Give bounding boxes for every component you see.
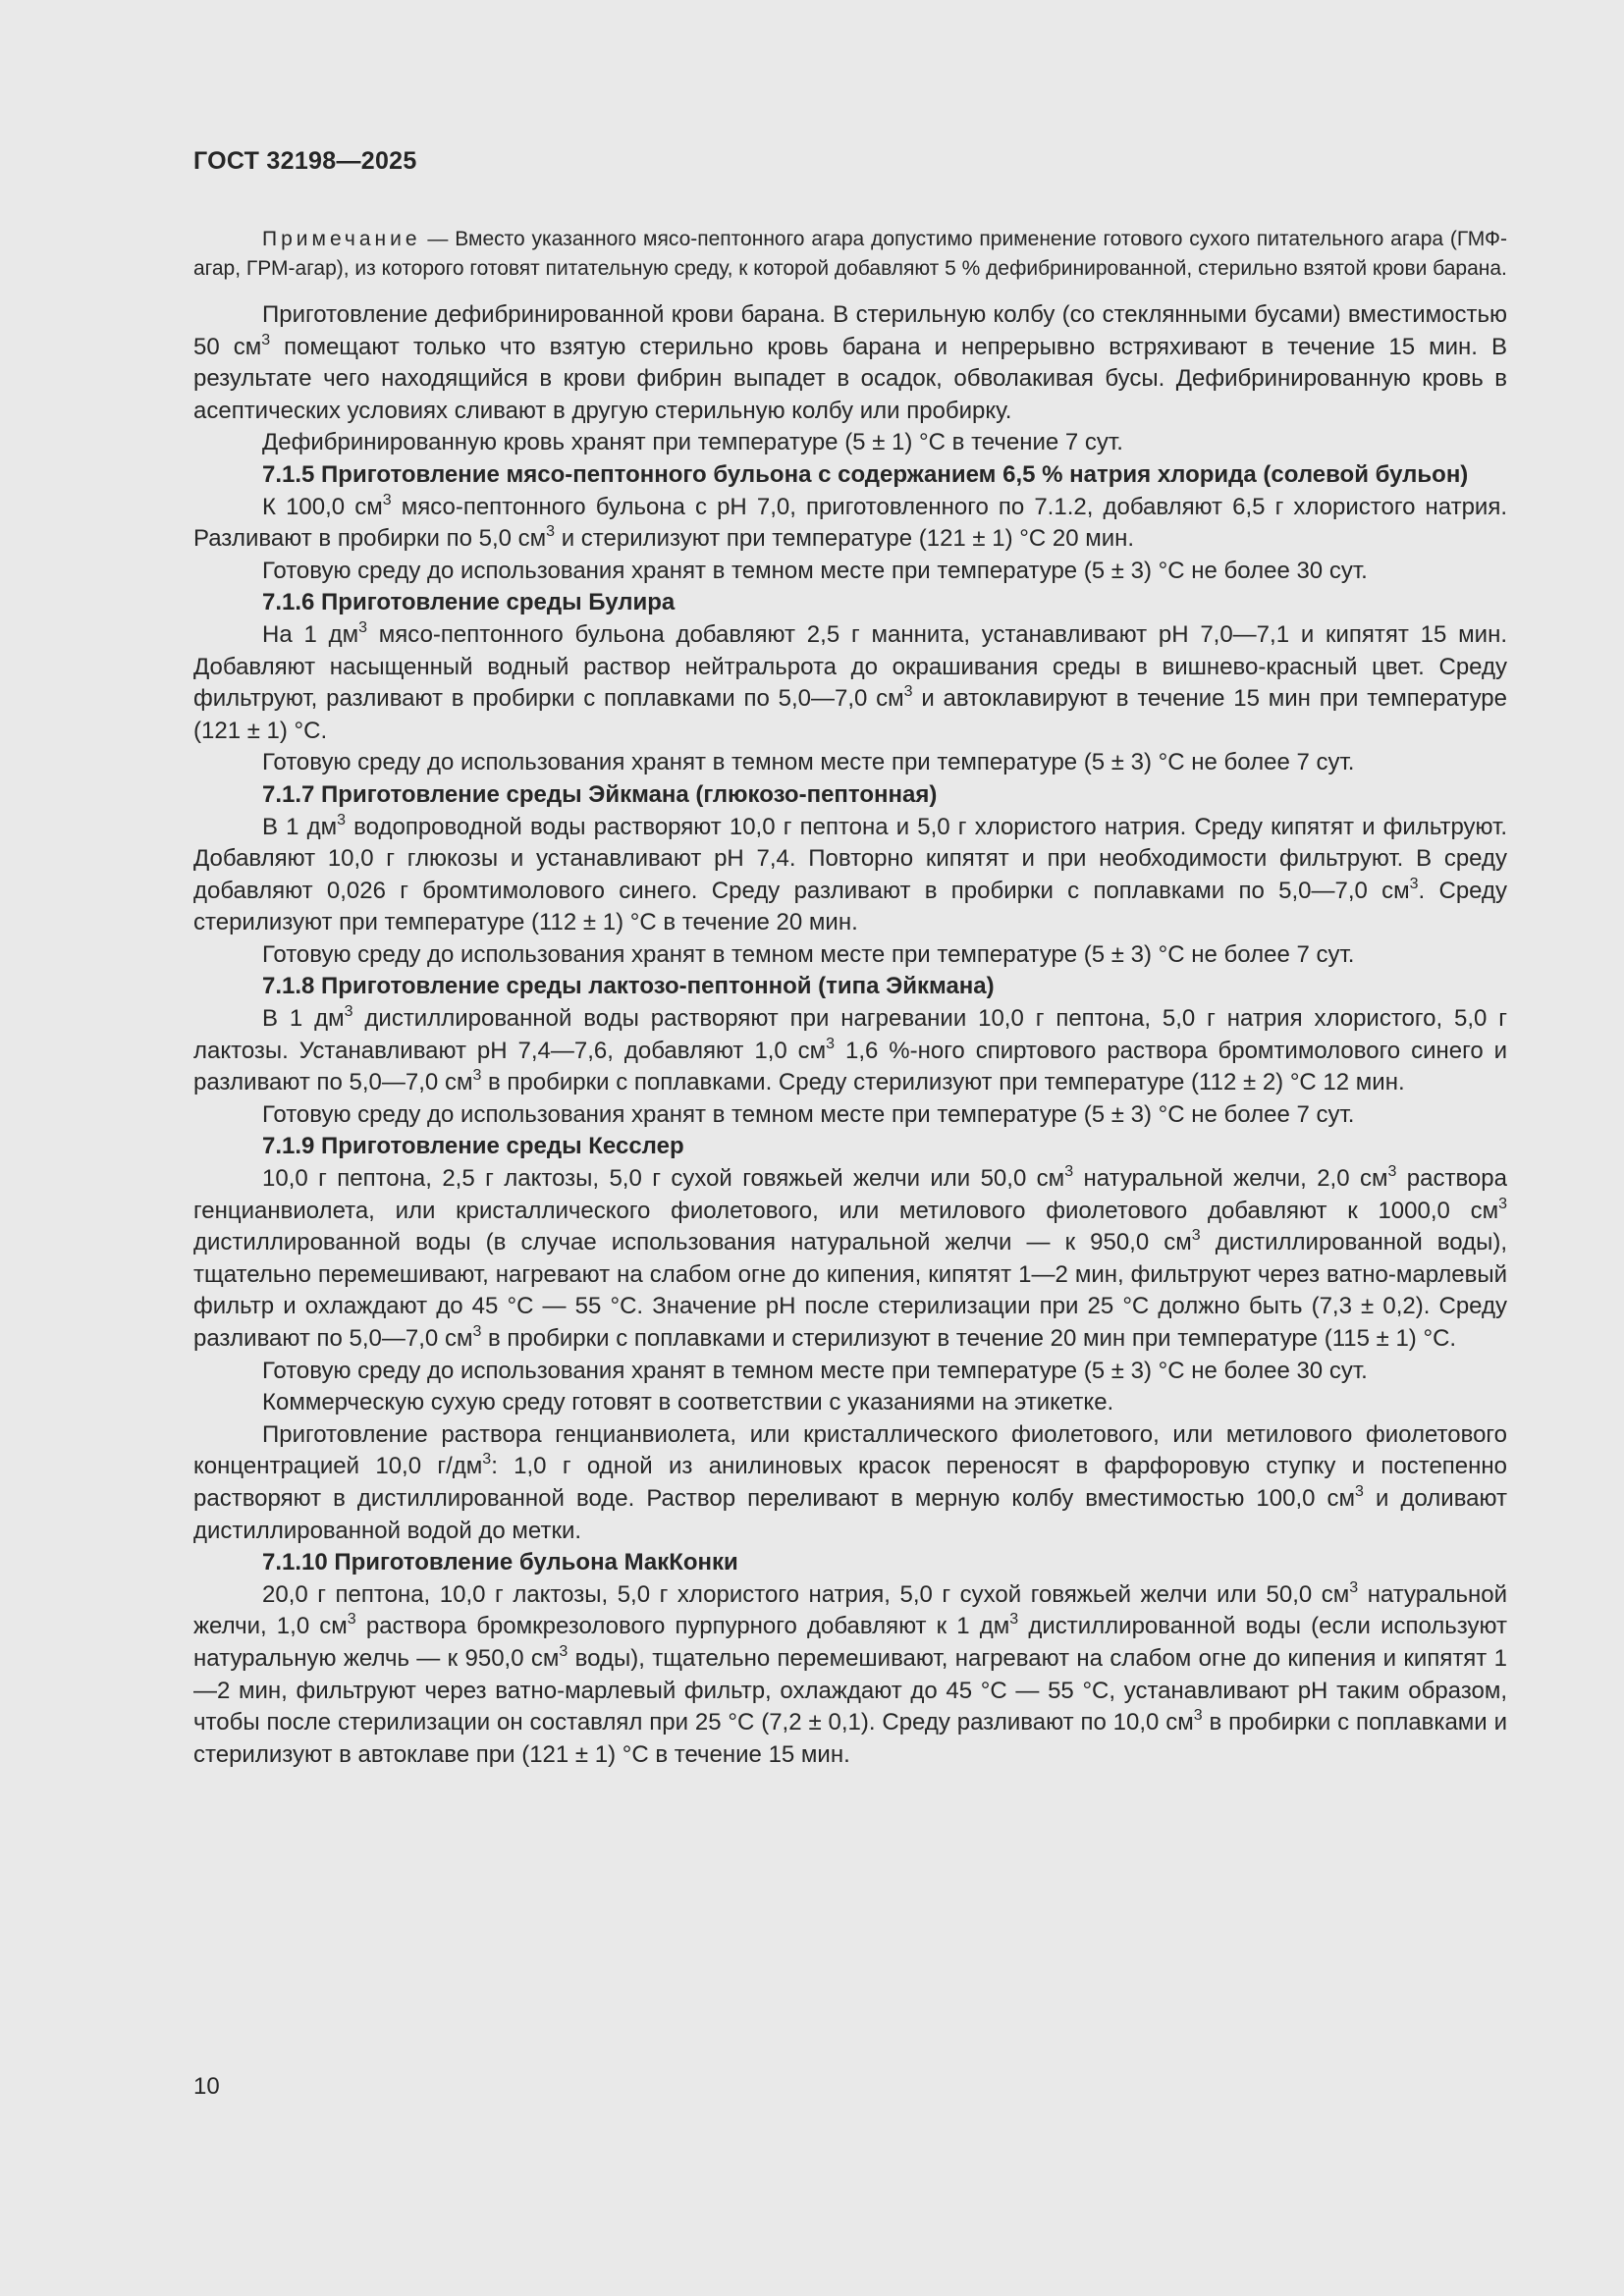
text-run: в пробирки с поплавками и стерилизуют в течение 20 мин при температуре (115 ± 1) °С. [481, 1325, 1457, 1352]
text-run: В 1 дм [262, 1005, 345, 1033]
superscript: 3 [1064, 1163, 1074, 1181]
text-run: 7.1.10 Приготовление бульона МакКонки [262, 1549, 738, 1576]
section-heading [193, 1547, 1507, 1579]
paragraph-list [193, 299, 1507, 1771]
body-paragraph [193, 1579, 1507, 1772]
document-body [193, 225, 1507, 1771]
text-run: 7.1.5 Приготовление мясо-пептонного бульона с содержанием 6,5 % натрия хлорида (солевой бульон) [262, 460, 1469, 488]
note-paragraph [193, 225, 1507, 284]
section-heading [193, 779, 1507, 812]
text-run: 20,0 г пептона, 10,0 г лактозы, 5,0 г хлористого натрия, 5,0 г сухой говяжьей желчи или 50,0 см [262, 1580, 1350, 1608]
superscript: 3 [1387, 1163, 1397, 1181]
superscript: 3 [1009, 1611, 1019, 1629]
text-run: Приготовление дефибринированной крови барана. В стерильную колбу (со стеклянными бусами) вместимостью 50 см [193, 301, 1507, 360]
superscript: 3 [1349, 1578, 1359, 1596]
body-paragraph [193, 299, 1507, 427]
superscript: 3 [1193, 1707, 1203, 1725]
text-run: Коммерческую сухую среду готовят в соответствии с указаниями на этикетке. [262, 1389, 1114, 1416]
text-run: и доливают дистиллированной водой до метки. [193, 1484, 1507, 1544]
text-run: 7.1.7 Приготовление среды Эйкмана (глюкозо-пептонная) [262, 780, 938, 808]
superscript: 3 [472, 1067, 482, 1085]
body-paragraph [193, 1419, 1507, 1547]
text-run: Готовую среду до использования хранят в темном месте при температуре (5 ± 3) °С не более 7 сут. [262, 940, 1355, 968]
body-paragraph [193, 619, 1507, 747]
text-run: дистиллированной воды (если используют натуральную желчь — к 950,0 см [193, 1613, 1507, 1672]
text-run: Дефибринированную кровь хранят при температуре (5 ± 1) °С в течение 7 сут. [262, 429, 1123, 456]
section-heading [193, 587, 1507, 619]
text-run: Приготовление раствора генцианвиолета, или кристаллического фиолетового, или метилового фиолетового концентрацией 10,0 г/дм [193, 1420, 1507, 1480]
text-run: На 1 дм [262, 620, 359, 648]
text-run: Готовую среду до использования хранят в темном месте при температуре (5 ± 3) °С не более 7 сут. [262, 1100, 1355, 1128]
body-paragraph [193, 1099, 1507, 1132]
superscript: 3 [826, 1035, 836, 1052]
body-paragraph [193, 1387, 1507, 1419]
text-run: дистиллированной воды), тщательно перемешивают, нагревают на слабом огне до кипения, кипятят 1—2 мин, фильтруют через ватно-марлевый фильтр и охлаждают до 45 °С — 55 °С. Значение pH после стерилизации при 25 °С должно быть (7,3 ± 0,2). Среду разливают по 5,0—7,0 см [193, 1229, 1508, 1352]
superscript: 3 [472, 1323, 482, 1340]
superscript: 3 [347, 1611, 356, 1629]
text-run: 1,6 %-ного спиртового раствора бромтимолового синего и разливают по 5,0—7,0 см [193, 1037, 1508, 1096]
section-heading [193, 459, 1507, 492]
text-run: раствора генцианвиолета, или кристаллического фиолетового, или метилового фиолетового добавляют к 1000,0 см [193, 1165, 1507, 1224]
text-run: : 1,0 г одной из анилиновых красок переносят в фарфоровую ступку и постепенно растворяют в дистиллированной воде. Раствор переливают в мерную колбу вместимостью 100,0 см [193, 1453, 1507, 1512]
body-paragraph [193, 1163, 1507, 1356]
text-run: 7.1.6 Приготовление среды Булира [262, 589, 676, 616]
text-run: Готовую среду до использования хранят в темном месте при температуре (5 ± 3) °С не более 30 сут. [262, 557, 1368, 584]
superscript: 3 [1355, 1482, 1364, 1500]
note-dash: — [420, 228, 456, 250]
text-run: В 1 дм [262, 813, 338, 840]
superscript: 3 [337, 811, 347, 828]
text-run: . Среду стерилизуют при температуре (112 ± 1) °С в течение 20 мин. [193, 877, 1507, 936]
text-run: дистиллированной воды растворяют при нагревании 10,0 г пептона, 5,0 г натрия хлористого, 5,0 г лактозы. Устанавливают pH 7,4—7,6, добавляют 1,0 см [193, 1005, 1508, 1064]
body-paragraph [193, 939, 1507, 972]
body-paragraph [193, 1003, 1507, 1099]
text-run: и автоклавируют в течение 15 мин при температуре (121 ± 1) °С. [193, 685, 1507, 744]
superscript: 3 [546, 523, 556, 541]
note-text: Вместо указанного мясо-пептонного агара допустимо применение готового сухого питательного агара (ГМФ-агар, ГРМ-агар), из которого готовят питательную среду, к которой добавляют 5 % дефибринированной, стерильно взятой крови барана. [193, 228, 1508, 280]
text-run: мясо-пептонного бульона с pH 7,0, приготовленного по 7.1.2, добавляют 6,5 г хлористого натрия. Разливают в пробирки по 5,0 см [193, 493, 1508, 553]
text-run: 7.1.9 Приготовление среды Кесслер [262, 1133, 684, 1160]
body-paragraph [193, 556, 1507, 588]
superscript: 3 [344, 1003, 353, 1021]
body-paragraph [193, 1356, 1507, 1388]
superscript: 3 [1498, 1195, 1507, 1212]
body-paragraph [193, 747, 1507, 779]
superscript: 3 [261, 331, 271, 348]
superscript: 3 [1409, 875, 1419, 892]
superscript: 3 [358, 618, 368, 636]
text-run: и стерилизуют при температуре (121 ± 1) °С 20 мин. [555, 525, 1135, 553]
text-run: дистиллированной воды (в случае использования натуральной желчи — к 950,0 см [193, 1229, 1192, 1256]
body-paragraph [193, 427, 1507, 459]
text-run: в пробирки с поплавками и стерилизуют в автоклаве при (121 ± 1) °С в течение 15 мин. [193, 1709, 1507, 1768]
body-paragraph [193, 492, 1507, 556]
section-heading [193, 1131, 1507, 1163]
superscript: 3 [903, 683, 913, 701]
page-number: 10 [193, 2073, 220, 2100]
text-run: воды), тщательно перемешивают, нагревают на слабом огне до кипения и кипятят 1—2 мин, фильтруют через ватно-марлевый фильтр, охлаждают до 45 °С — 55 °С, устанавливают pH таким образом, чтобы после стерилизации он составлял при 25 °С (7,2 ± 0,1). Среду разливают по 10,0 см [193, 1644, 1507, 1736]
superscript: 3 [482, 1451, 492, 1468]
text-run: натуральной желчи, 2,0 см [1073, 1165, 1388, 1193]
text-run: водопроводной воды растворяют 10,0 г пептона и 5,0 г хлористого натрия. Среду кипятят и фильтруют. Добавляют 10,0 г глюкозы и устанавливают pH 7,4. Повторно кипятят и при необходимости фильтруют. В среду добавляют 0,026 г бромтимолового синего. Среду разливают в пробирки с поплавками по 5,0—7,0 см [193, 813, 1507, 904]
text-run: помещают только что взятую стерильно кровь барана и непрерывно встряхивают в течение 15 мин. В результате чего находящийся в крови фибрин выпадет в осадок, обволакивая бусы. Дефибринированную кровь в асептических условиях сливают в другую стерильную колбу или пробирку. [193, 333, 1507, 424]
text-run: раствора бромкрезолового пурпурного добавляют к 1 дм [355, 1613, 1010, 1640]
text-run: Готовую среду до использования хранят в темном месте при температуре (5 ± 3) °С не более 30 сут. [262, 1357, 1368, 1384]
text-run: 10,0 г пептона, 2,5 г лактозы, 5,0 г сухой говяжьей желчи или 50,0 см [262, 1165, 1065, 1193]
text-run: мясо-пептонного бульона добавляют 2,5 г маннита, устанавливают pH 7,0—7,1 и кипятят 15 мин. Добавляют насыщенный водный раствор нейтральрота до окрашивания среды в вишнево-красный цвет. Среду фильтруют, разливают в пробирки с поплавками по 5,0—7,0 см [193, 620, 1507, 713]
note-label: Примечание [262, 228, 421, 250]
document-code-header: ГОСТ 32198—2025 [193, 147, 417, 175]
text-run: К 100,0 см [262, 493, 383, 520]
superscript: 3 [1191, 1227, 1201, 1245]
section-heading [193, 971, 1507, 1003]
superscript: 3 [559, 1642, 568, 1660]
text-run: Готовую среду до использования хранят в темном месте при температуре (5 ± 3) °С не более 7 сут. [262, 749, 1355, 776]
text-run: в пробирки с поплавками. Среду стерилизуют при температуре (112 ± 2) °С 12 мин. [481, 1069, 1405, 1096]
text-run: 7.1.8 Приготовление среды лактозо-пептонной (типа Эйкмана) [262, 973, 995, 1000]
body-paragraph [193, 812, 1507, 939]
text-run: натуральной желчи, 1,0 см [193, 1580, 1507, 1640]
superscript: 3 [382, 491, 392, 508]
